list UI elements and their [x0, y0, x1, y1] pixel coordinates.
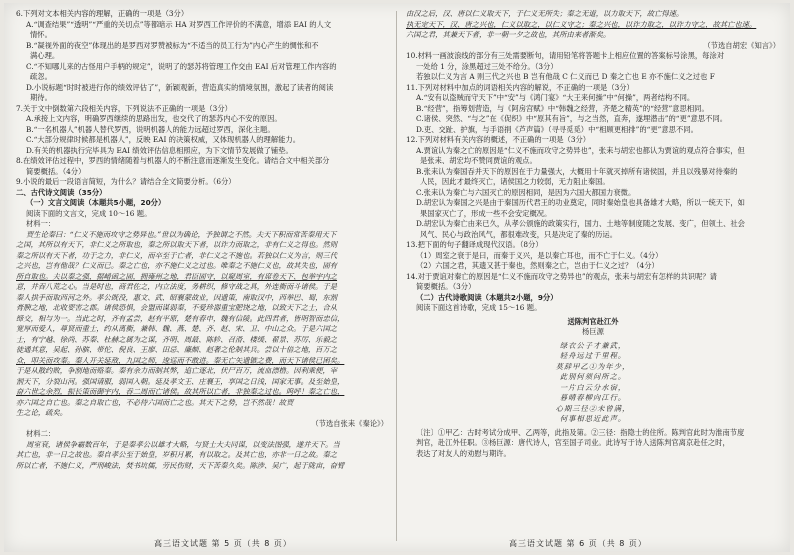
right-text-line: （节选自胡宏《知言》）	[703, 40, 780, 50]
left-text-line: 徒通其意，吴起、孙膑、带佗、倪良、王廖、田忌、廉颇、赵奢之伦制其兵。尝以十倍之地，百万之	[16, 345, 338, 354]
right-text-line: B.“经营”，指筹划营造，与《阿房宫赋》中“韩魏之经营，齐楚之精英”的“经营”意思相同。	[416, 103, 709, 113]
right-text-line: 11.下列对材料中加点的词语相关内容的解说，不正确的一项是（3分）	[406, 82, 634, 92]
left-text-line: 意，并吞八荒之心。当是时也，商君佐之，内立法度，务耕织，修守战之具，外连衡而斗诸侯。于是	[16, 282, 338, 291]
left-text-line: B.“一名机器人”机器人替代罗西，说明机器人的能力远超过罗西，深化主题。	[26, 124, 275, 134]
right-text-line: 绿衣公子才兼武，	[559, 340, 627, 350]
right-text-line: 由汉之后，汉、唐以仁义取天下，于仁义无所失；秦之无道，以力取天下，故亡得速。	[406, 9, 684, 18]
right-text-line: 13.把下面的句子翻译成现代汉语。（8分）	[406, 240, 543, 249]
left-text-line: 二、古代诗文阅读（35分）	[16, 187, 107, 197]
left-text-line: 生之论，疏矣。	[16, 408, 68, 417]
left-text-line: 之兴也，岂有他哉？仁义而已。秦之亡也，亦不施仁义之过也。唯秦之不施仁义也，故其失也，固有	[16, 261, 338, 270]
left-text-line: 疏忽。	[30, 72, 52, 81]
left-text-line: 士，有宁越、徐尚、苏秦、杜赫之属为之谋，齐明、周最、陈轸、召滑、楼缓、翟景、苏厉、乐毅之	[16, 334, 338, 344]
right-text-line: A.“安有以盗贼而守天下”中“安”与《鸿门宴》“大王来何操”中“何操”，两者结构不同。	[416, 93, 695, 102]
right-text-line: A.贾谊认为秦之亡的原因是“仁义不施而攻守之势异也”，张耒与胡宏也都认为贾谊的观点符合事实，但	[416, 145, 745, 155]
left-text-line: 秦之所以有天下者，功于之力，非仁义，而卒至于亡者，非仁义之不施也。若独以仁义为言，则三代	[16, 250, 338, 260]
page-footer-left: 高三语文试题 第 5 页（共 8 页）	[154, 539, 292, 548]
left-text-line: 于是从散约败，争割地而赂秦。秦有余力而制其弊，追亡逐北，伏尸百万，流血漂橹。因利乘便，宰	[16, 366, 338, 375]
right-text-line: 是张耒、胡宏均不赞同贾谊的观点。	[420, 156, 537, 165]
left-text-line: 阅读下面的文言文，完成 10～16 题。	[26, 208, 152, 218]
right-text-line: 〔注〕①甲乙：古时考试分成甲、乙两等，此指及第。②三径：指隐士的住所。陈判官此时为淮南节度	[416, 427, 745, 437]
left-text-line: （一）文言文阅读（本题共5小题，20分）	[26, 198, 166, 207]
left-text-line: （节选自张耒《秦论》）	[311, 418, 388, 428]
right-text-line: B.张耒认为秦国吞并天下的原因在于力量强大，大概用十年就灭掉所有诸侯国，并且以残暴对待秦的	[416, 166, 738, 176]
exam-sheet	[4, 3, 790, 552]
left-text-line: 所以亡者，不施仁义，严刑峻法，焚书坑儒，劳民伤财，天下苦秦久矣。陈涉、吴广，起于陇亩，奋臂	[16, 460, 345, 470]
left-text-line: 秦人拱手而取西河之外。孝公既没，惠文、武、昭襄蒙故业，因遗策，南取汉中，西举巴、蜀，东割	[16, 292, 338, 302]
left-text-line: C.“大部分规律时候都是机器人”，反映 EAI 的决策权威，又体现机器人的理解能力。	[26, 135, 301, 144]
page-divider	[396, 11, 397, 541]
left-text-line: 所自取也。夫以秦之强，据崤函之固，拥雍州之地，君臣固守，以窥周室，有席卷天下、包举宇内之	[16, 271, 338, 281]
right-text-line: 12.下列对材料有关内容的概述，不正确的一项是（3分）	[406, 135, 591, 144]
left-text-line: 缔交，相与为一。当此之时，齐有孟尝，赵有平原，楚有春申，魏有信陵。此四君者，皆明智而忠信，	[16, 313, 345, 323]
left-text-line: B.“凝视外面的夜空”体现出的是罗西对罗赞被标为“不适当的员工行为”内心产生的惆怅和不	[26, 40, 319, 50]
right-text-line: 何事相思近此声。	[559, 414, 627, 423]
left-text-line: 亦六国之自亡也。秦之自取亡也，不必待六国而亡之也。其天下之势，岂不然哉！故贾	[16, 397, 294, 407]
left-text-line: 简要概括。（4分）	[26, 166, 86, 176]
right-text-line: 14.对于贾谊对秦亡的原因是“仁义不施而攻守之势异也”的观点，张耒与胡宏有怎样的共识呢？请	[406, 271, 717, 281]
left-text-line: 8.在绩效评估过程中，罗西的情绪随着与机器人的不断注意而逐渐发生变化。请结合文中相关部分	[16, 156, 330, 165]
right-text-line: 果国家灭亡了，形成一些不会安定概况。	[420, 208, 552, 218]
right-text-line: 心期三径②未曾满，	[555, 403, 631, 413]
right-text-line: 判官，赴江外任职。③杨巨源：唐代诗人，官至国子司业。此诗写于诗人送陈判官离京赴任之时，	[416, 438, 730, 447]
right-text-line: C.张耒认为秦亡与六国灭亡的原因相同，是因为六国大都国力衰微。	[416, 187, 636, 197]
left-text-line: C.“不知哪儿来的古怪用户手柄的规定”，说明了的瑟苏将管理工作交由 EAI 后对管理工作内容的	[26, 61, 337, 71]
left-text-line: 之国，其所以有天下，非仁义之所取也，秦之所以取天下者，以诈力而取之，非有仁义之得也。然则	[16, 240, 338, 249]
right-text-line: 六国之君，其兼天下者，非一朝一夕之故也，其所由来者渐矣。	[406, 30, 611, 39]
right-text-line: 阅读下面这首诗歌，完成 15～16 题。	[416, 303, 542, 312]
right-text-line: 轻舟远过千里程。	[559, 351, 627, 360]
right-page-column	[406, 9, 780, 529]
right-text-line: 10.材料一画波浪线的部分有三处需要断句，请用铅笔将答题卡上相应位置的答案标号涂黑，每涂对	[406, 51, 725, 60]
left-text-line: 9.小说的最后一段语言简短，为什么？请结合全文简要分析。（6分）	[16, 177, 236, 186]
right-text-line: 简要概括。（3分）	[416, 282, 476, 291]
right-text-line: 执无定天下，汉、唐之兴也，仁义以取之，以仁义守之；秦之兴也，以诈力取之，以诈力守之，故其亡也速。	[406, 19, 757, 29]
right-text-line: 一片白云分水宿，	[559, 382, 627, 392]
right-text-line: 若独以仁义为言 A 则三代之兴也 B 岂有他哉 C 仁义而已 D 秦之亡也 E 亦不施仁义之过也 F	[416, 72, 715, 81]
right-text-line: 此别何须问所之。	[559, 372, 627, 381]
left-text-line: 情怀。	[30, 30, 52, 39]
left-text-line: 奋六世之余烈，振长策而御宇内，吞二周而亡诸侯。故其所以亡者，非独秦之过也。呜呼！秦之亡也，	[16, 387, 345, 396]
left-text-line: 材料一：	[26, 219, 56, 228]
left-text-line: D.有关的机器执行完毕具为 EAI 绩效评估信息相照应，为下文情节发展做了铺垫。	[26, 145, 293, 155]
left-text-line: 其亡也，非一日之故也。秦自孝公至于始皇，岁积月累，有以取之。及其亡也，亦非一日之故。秦之	[16, 450, 338, 459]
right-text-line: 杨巨源	[582, 327, 604, 336]
left-text-line: D.小说标题“时时被进行你的绩效评估了”，新颖观新，营造真实的情境氛围，激起了读者的阅读	[26, 82, 334, 92]
left-text-line: 膏腴之地，北收要害之郡。诸侯恐惧，会盟而谋弱秦，不爱珍器重宝肥饶之地，以致天下之士，合从	[16, 303, 338, 312]
left-text-line: A.“调查结果”“透明”“严重的关切点”等都暗示 HA 对罗西工作评价的不满意，增添 EAI 的人文	[26, 19, 332, 29]
right-text-line: （2）六国之君，其遗又甚于秦也，然则秦之亡，岂由于仁义之过？（4分）	[416, 261, 659, 270]
left-page-column	[16, 9, 388, 529]
left-text-line: 周室衰，诸侯争霸数百年，于是秦孝公以雄才大略，与贤士大夫同谋，以变法图强，遂并天下。当	[26, 439, 340, 449]
right-text-line: 风气、民心与政治风气，都很难改变，只是决定了秦的历运。	[420, 229, 618, 239]
page-footer-right: 高三语文试题 第 6 页（共 8 页）	[509, 539, 647, 548]
right-text-line: 送陈判官赴江外	[567, 316, 619, 326]
right-text-line: C.诸侯、突然、“与之”在《促织》中“原其有旨”，与之当然，直奔，遂埋潜击”的“更”意思不同。	[416, 114, 728, 123]
right-text-line: 人民，因此才最终灭亡，诸侯国之力较弱，无力阻止秦国。	[420, 177, 610, 186]
left-text-line: 众，叩关而攻秦。秦人开关延敌，九国之师，逡巡而不敢进。秦无亡矢遗镞之费，而天下诸侯已困矣。	[16, 355, 345, 365]
left-text-line: 7.关于文中倒数第六段相关内容，下列说法不正确的一项是（3分）	[16, 103, 232, 113]
left-text-line: A.承接上文内容，明确罗西继续的思路出发，也交代了的瑟苏内心不安的原因。	[26, 114, 282, 123]
right-text-line: D.胡宏认为秦国之兴是由于秦国历代君王的功业奠定，同时秦始皇也具备雄才大略，所以一统天下，如	[416, 198, 745, 207]
left-text-line: 贾生论秦曰：“仁义不施而攻守之势异也。”世以为确论，予独谓之不然。夫天下积而常苦秦用天下	[26, 229, 337, 239]
left-text-line: 割天下，分裂山河。强国请服，弱国入朝。延及孝文王、庄襄王，享国之日浅，国家无事。及至始皇，	[16, 376, 345, 386]
left-text-line: 满心理。	[30, 51, 60, 60]
left-text-line: 宽厚而爱人，尊贤而重士，约从离衡，兼韩、魏、燕、楚、齐、赵、宋、卫、中山之众。于是六国之	[16, 324, 338, 333]
right-text-line: 莫辞甲乙①为年少，	[555, 361, 631, 371]
right-text-line: 暮晴春柳向江行。	[559, 393, 627, 402]
right-text-line: D.吏、交趾、护旗，与手语捐《芦声篇》（寻寻觅觅）中“相顾更相排”的“更”意思不同。	[416, 124, 698, 134]
right-text-line: 表达了对友人的劝慰与期许。	[416, 448, 511, 458]
left-text-line: 材料二：	[26, 429, 56, 438]
left-text-line: 6.下列对文本相关内容的理解，正确的一项是（3分）	[16, 9, 189, 18]
right-text-line: D.胡宏认为秦亡由来已久，从孝公颁施的政策实行，国力、土地等制度随之发展、变广，但领土、社会	[416, 219, 745, 228]
right-text-line: （二）古代诗歌阅读（本题共2小题，9分）	[416, 292, 558, 302]
right-text-line: （1）周室之衰于是曰，而秦于义兴，是以秦亡耳也，而不亡于仁义。（4分）	[416, 250, 663, 260]
right-text-line: 一处给 1 分，涂黑超过三处不给分。（3分）	[416, 61, 558, 71]
left-text-line: 期待。	[30, 93, 52, 102]
